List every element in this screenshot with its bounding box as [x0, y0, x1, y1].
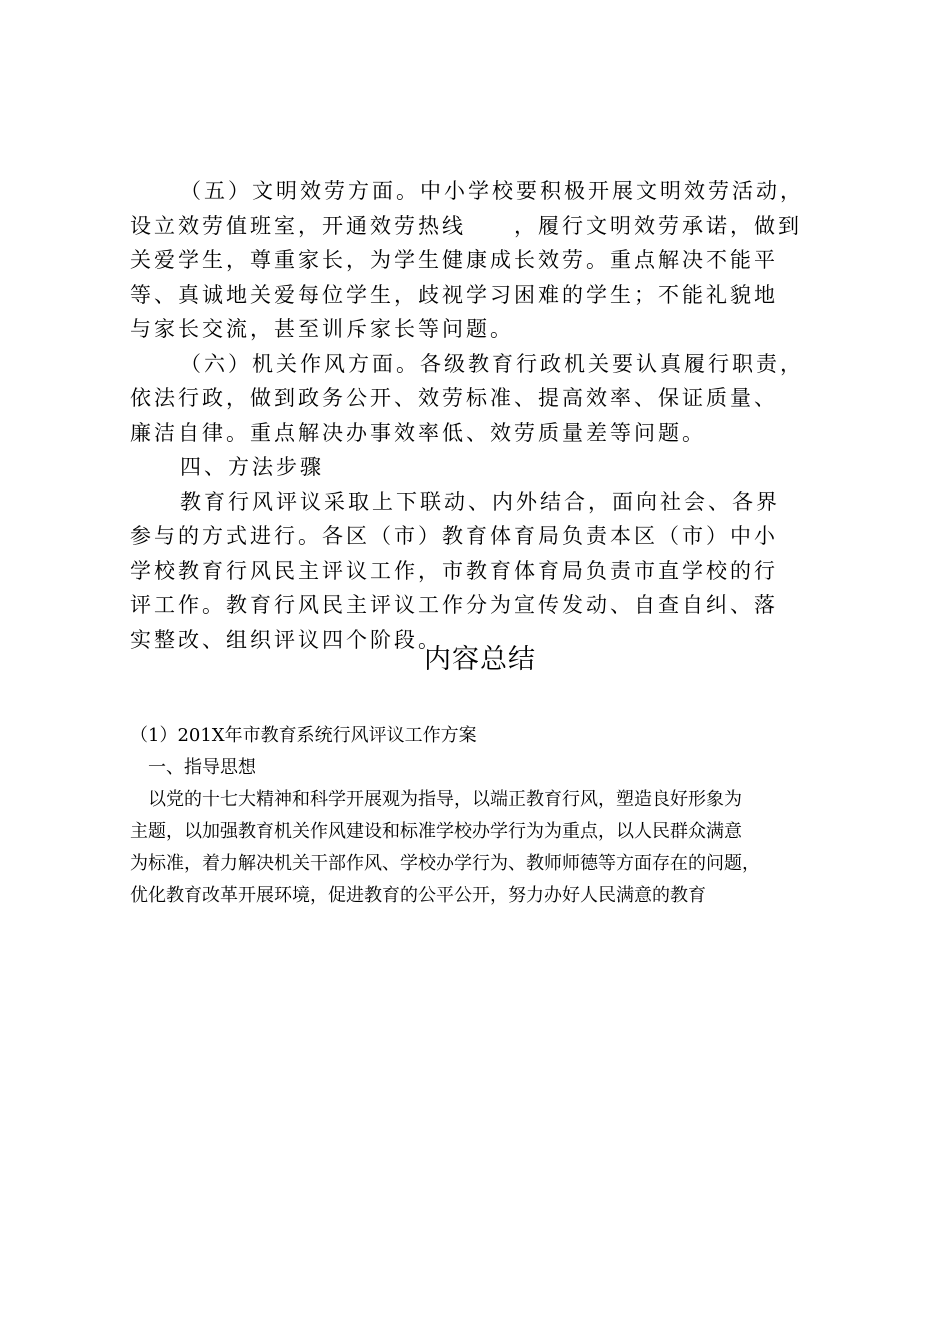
paragraph-line: 廉洁自律。重点解决办事效率低、效劳质量差等问题。: [130, 420, 706, 445]
summary-doc-title: （1）201X年市教育系统行风评议工作方案: [130, 725, 477, 746]
paragraph-line: 教育行风评议采取上下联动、内外结合，面向社会、各界: [180, 489, 780, 514]
paragraph-line: 与家长交流，甚至训斥家长等问题。: [130, 317, 514, 341]
summary-line: 主题，以加强教育机关作风建设和标准学校办学行为为重点，以人民群众满意: [130, 821, 742, 842]
paragraph-line: （五）文明效劳方面。中小学校要积极开展文明效劳活动，: [180, 179, 804, 203]
paragraph-line: 依法行政，做到政务公开、效劳标准、提高效率、保证质量、: [130, 386, 778, 410]
summary-title: 内容总结: [424, 644, 536, 675]
summary-heading: 一、指导思想: [148, 757, 256, 778]
paragraph-line: 设立效劳值班室，开通效劳热线 ，履行文明效劳承诺，做到: [130, 213, 802, 238]
paragraph-line: 学校教育行风民主评议工作，市教育体育局负责市直学校的行: [130, 558, 778, 583]
summary-line: 以党的十七大精神和科学开展观为指导，以端正教育行风，塑造良好形象为: [148, 789, 742, 810]
summary-line: 为标准，着力解决机关干部作风、学校办学行为、教师师德等方面存在的问题，: [130, 853, 760, 874]
paragraph-line: （六）机关作风方面。各级教育行政机关要认真履行职责，: [180, 351, 804, 376]
paragraph-line: 关爱学生，尊重家长，为学生健康成长效劳。重点解决不能平: [130, 248, 778, 272]
paragraph-line: 评工作。教育行风民主评议工作分为宣传发动、自查自纠、落: [130, 593, 778, 617]
summary-text: [130, 720, 850, 912]
summary-line: 优化教育改革开展环境，促进教育的公平公开，努力办好人民满意的教育: [130, 885, 706, 906]
paragraph-line: 实整改、组织评议四个阶段。: [130, 627, 442, 652]
body-text: [130, 174, 830, 657]
paragraph-line: 等、真诚地关爱每位学生，歧视学习困难的学生；不能礼貌地: [130, 282, 778, 307]
paragraph-line: 参与的方式进行。各区（市）教育体育局负责本区（市）中小: [130, 524, 778, 548]
section-heading: 四、方法步骤: [180, 455, 324, 479]
